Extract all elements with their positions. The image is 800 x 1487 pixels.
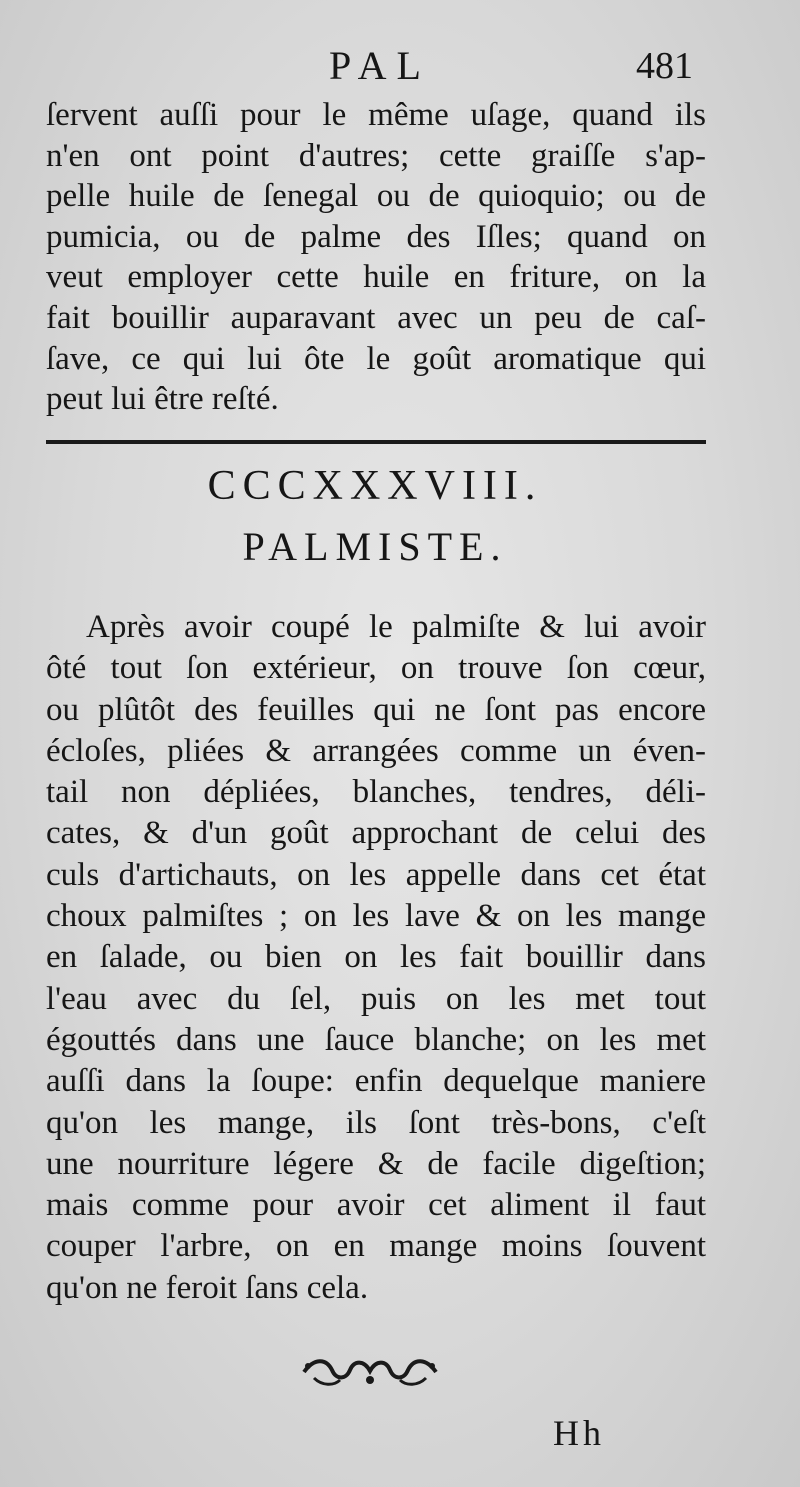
continued-paragraph [46, 95, 706, 420]
text-line: peut lui être reſté. [46, 381, 279, 418]
text-line: égouttés dans une ſauce blanche; on les met [46, 1021, 706, 1058]
text-line: culs d'artichauts, on les appelle dans cet état [46, 856, 706, 893]
text-line: ſave, ce qui lui ôte le goût aromatique qui [46, 340, 706, 377]
text-line: ôté tout ſon extérieur, on trouve ſon cœur, [46, 650, 706, 687]
text-line: qu'on ne feroit ſans cela. [46, 1269, 369, 1306]
text-line: ſervent auſſi pour le même uſage, quand ils [46, 97, 706, 133]
text-line: cates, & d'un goût approchant de celui des [46, 815, 706, 852]
ornament-icon [300, 1350, 440, 1392]
text-line: écloſes, pliées & arrangées comme un éven- [46, 732, 706, 769]
text-line: n'en ont point d'autres; cette graiſſe s'ap- [46, 137, 706, 174]
text-line: fait bouillir auparavant avec un peu de caſ- [46, 299, 706, 336]
section-number: CCCXXXVIII. [207, 463, 543, 509]
text-line: tail non dépliées, blanches, tendres, déli- [46, 774, 706, 811]
text-line: en ſalade, ou bien on les fait bouillir dans [46, 939, 706, 976]
text-line: mais comme pour avoir cet aliment il faut [46, 1187, 706, 1224]
text-line: couper l'arbre, on en mange moins ſouvent [46, 1228, 706, 1265]
signature-mark: Hh [553, 1413, 605, 1453]
main-paragraph [46, 607, 706, 1309]
section-title: PALMISTE. [242, 524, 508, 569]
page-number: 481 [636, 45, 693, 87]
text-line: pumicia, ou de palme des Iſles; quand on [46, 218, 706, 255]
text-line: Après avoir coupé le palmiſte & lui avoir [86, 609, 706, 645]
text-line: l'eau avec du ſel, puis on les met tout [46, 980, 706, 1017]
text-line: pelle huile de ſenegal ou de quioquio; ou de [46, 178, 706, 215]
text-line: auſſi dans la ſoupe: enfin dequelque maniere [46, 1063, 706, 1100]
text-line: une nourriture légere & de facile digeſtion; [46, 1145, 706, 1182]
running-header: PAL [329, 43, 431, 88]
text-line: choux palmiſtes ; on les lave & on les mange [46, 898, 706, 935]
text-line: qu'on les mange, ils ſont très-bons, c'eſt [46, 1104, 706, 1141]
text-line: ou plûtôt des feuilles qui ne ſont pas encore [46, 691, 706, 728]
section-divider-rule [46, 440, 706, 444]
text-line: veut employer cette huile en friture, on la [46, 259, 706, 296]
